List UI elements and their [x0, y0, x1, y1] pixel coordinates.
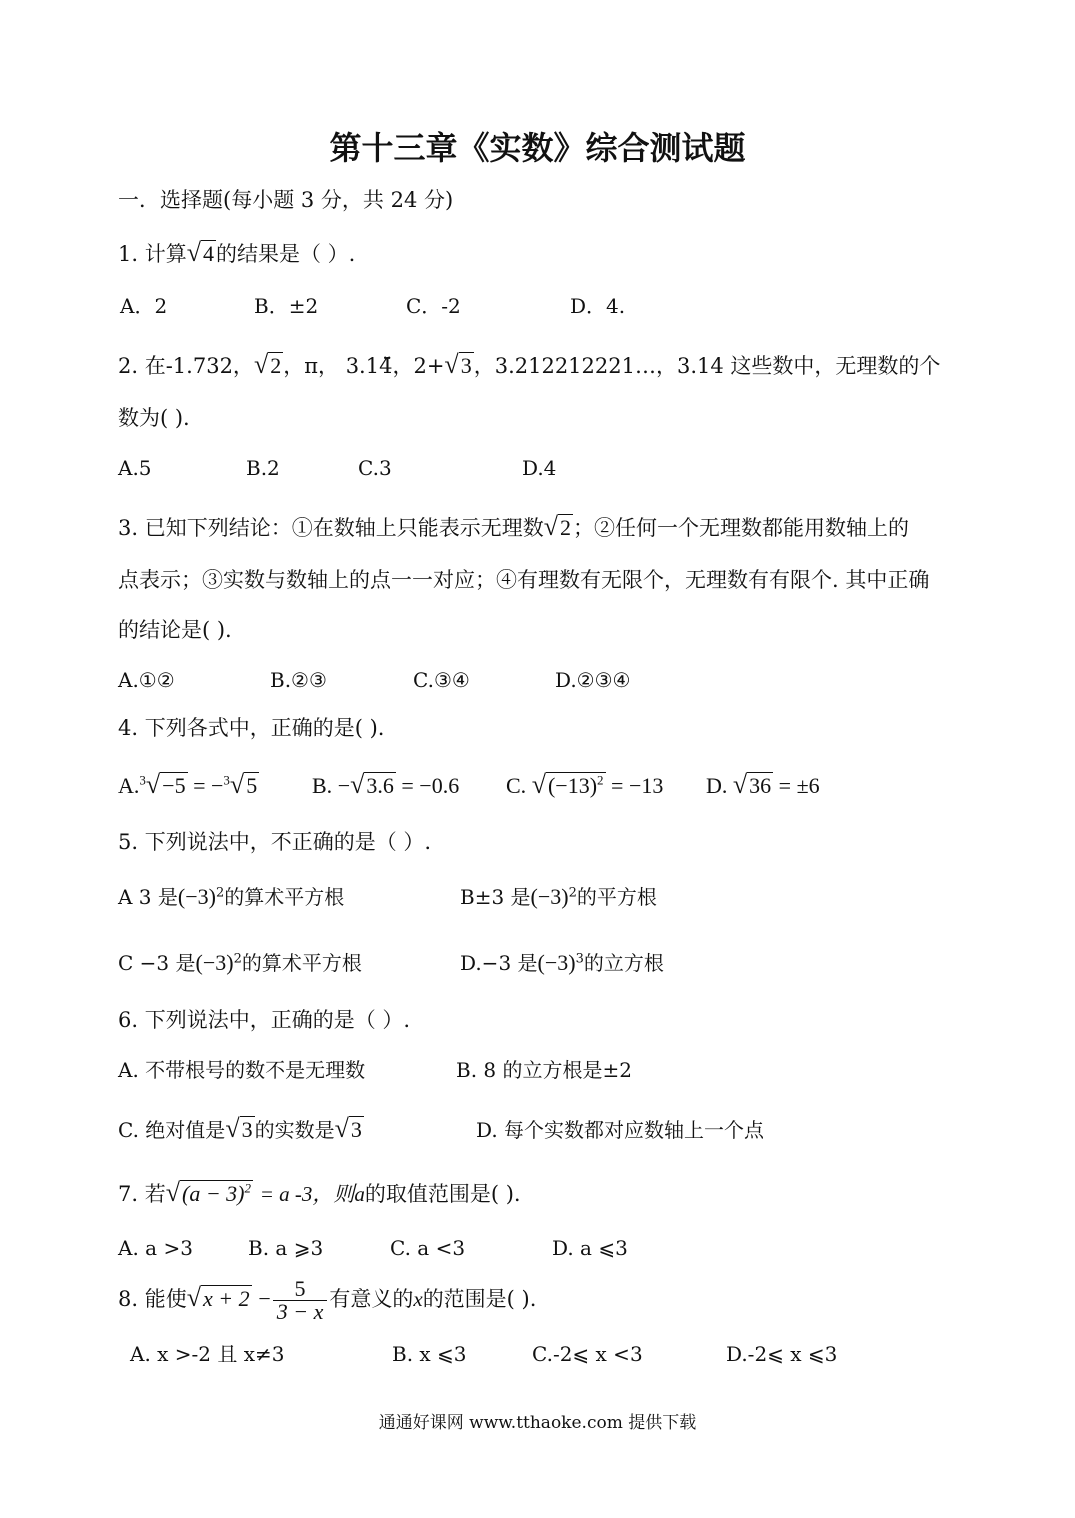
q2-option-c: C.3 — [358, 456, 392, 480]
q3-line2: 点表示；③实数与数轴上的点一一对应；④有理数有无限个，无理数有有限个. 其中正确 — [118, 568, 930, 592]
q3-option-b: B.②③ — [270, 668, 327, 692]
q5-option-b: B±3 是$(-3)^2$的平方根 — [460, 884, 657, 909]
q5-option-c: C −3 是$(-3)^2$的算术平方根 — [118, 950, 362, 975]
q2-option-a: A.5 — [118, 456, 152, 480]
sqrt-4: √4 — [186, 238, 214, 267]
sqrt-2: √2 — [543, 512, 571, 541]
q3-pre: 3. 已知下列结论：①在数轴上只能表示无理数 — [118, 516, 544, 540]
q1-pre: 1. 计算 — [118, 242, 187, 266]
q8-option-a: A. x >-2 且 x≠3 — [130, 1342, 285, 1366]
sqrt-3: √3 — [444, 350, 472, 379]
question-3 — [118, 514, 909, 540]
question-6: 6. 下列说法中，正确的是（ ）. — [118, 1008, 411, 1032]
q6-option-b: B. 8 的立方根是±2 — [456, 1058, 632, 1082]
q2-line2: 数为( ). — [118, 406, 190, 430]
q7-option-c: C. a <3 — [390, 1236, 466, 1260]
q8-option-c: C.-2⩽ x <3 — [532, 1342, 643, 1366]
page-footer: 通通好课网 www.tthaoke.com 提供下载 — [378, 1413, 697, 1433]
q3-line3: 的结论是( ). — [118, 618, 232, 642]
q1-option-d: D．4. — [570, 294, 626, 318]
sqrt-2: √2 — [253, 350, 282, 379]
q6-option-c: C. 绝对值是√3 的实数是√3 — [118, 1114, 362, 1143]
fraction: $\frac{5}{3 - x}$ — [273, 1278, 328, 1323]
q6-option-d: D. 每个实数都对应数轴上一个点 — [476, 1118, 765, 1142]
q7-option-b: B. a ⩾3 — [248, 1236, 324, 1260]
q1-option-c: C．-2 — [406, 294, 461, 318]
q8-option-d: D.-2⩽ x ⩽3 — [726, 1342, 838, 1366]
question-4: 4. 下列各式中，正确的是( ). — [118, 716, 385, 740]
cube-root: √5 — [229, 770, 258, 799]
q4-option-b: B. −√3.6 = −0.6 — [312, 770, 460, 799]
question-1 — [118, 240, 355, 266]
sqrt: $√(a - 3)^2$ — [165, 1178, 251, 1207]
q7-option-d: D. a ⩽3 — [552, 1236, 628, 1260]
question-5: 5. 下列说法中，不正确的是（ ）. — [118, 830, 432, 854]
sqrt: √36 — [732, 770, 772, 799]
sqrt-3: √3 — [334, 1114, 362, 1143]
q3-option-d: D.②③④ — [555, 668, 631, 692]
question-7: 7. 若$√(a - 3)^2 = a$ -3，则a的取值范围是( ). — [118, 1178, 521, 1207]
q4-option-d: D. √36 = ±6 — [706, 770, 820, 799]
page-title: 第十三章《实数》综合测试题 — [329, 129, 746, 167]
cube-root-index: 3 — [139, 772, 146, 788]
q2-option-d: D.4 — [522, 456, 557, 480]
q1-option-a: A．2 — [120, 294, 168, 318]
section-heading: 一．选择题(每小题 3 分，共 24 分) — [118, 188, 454, 212]
q2-post: ，3.212212221…，3.14 这些数中，无理数的个 — [473, 354, 941, 378]
q2-mid: ，π， 3.14̈，2+ — [283, 354, 445, 378]
q3-option-c: C.③④ — [413, 668, 470, 692]
question-8: 8. 能使√x + 2 − $\frac{5}{3 - x}$ 有意义的x的范围是( ). — [118, 1276, 537, 1324]
sqrt: √3.6 — [350, 770, 394, 799]
q7-option-a: A. a >3 — [118, 1236, 193, 1260]
q2-pre: 2. 在-1.732， — [118, 354, 254, 378]
q8-option-b: B. x ⩽3 — [392, 1342, 467, 1366]
q5-option-d: D.−3 是$(-3)^3$的立方根 — [460, 950, 664, 975]
sqrt-3: √3 — [225, 1114, 253, 1143]
q5-option-a: A 3 是$(-3)^2$的算术平方根 — [118, 884, 345, 909]
cube-root-index: 3 — [223, 772, 230, 788]
q2-option-b: B.2 — [246, 456, 280, 480]
q1-post: 的结果是（ ）. — [216, 242, 356, 266]
sqrt: $√(-13)^2$ — [531, 770, 604, 799]
question-2 — [118, 352, 940, 378]
q1-option-b: B．±2 — [254, 294, 319, 318]
q3-option-a: A.①② — [118, 668, 175, 692]
q4-option-a: A.$^3$√−5 = −$^3$√5 — [118, 770, 258, 799]
sqrt: √x + 2 — [186, 1283, 250, 1312]
cube-root: √−5 — [145, 770, 186, 799]
q6-option-a: A. 不带根号的数不是无理数 — [118, 1058, 366, 1082]
q3-post: ；②任何一个无理数都能用数轴上的 — [573, 516, 909, 540]
q4-option-c: C. $√(-13)^2 = -13$ — [506, 770, 664, 799]
